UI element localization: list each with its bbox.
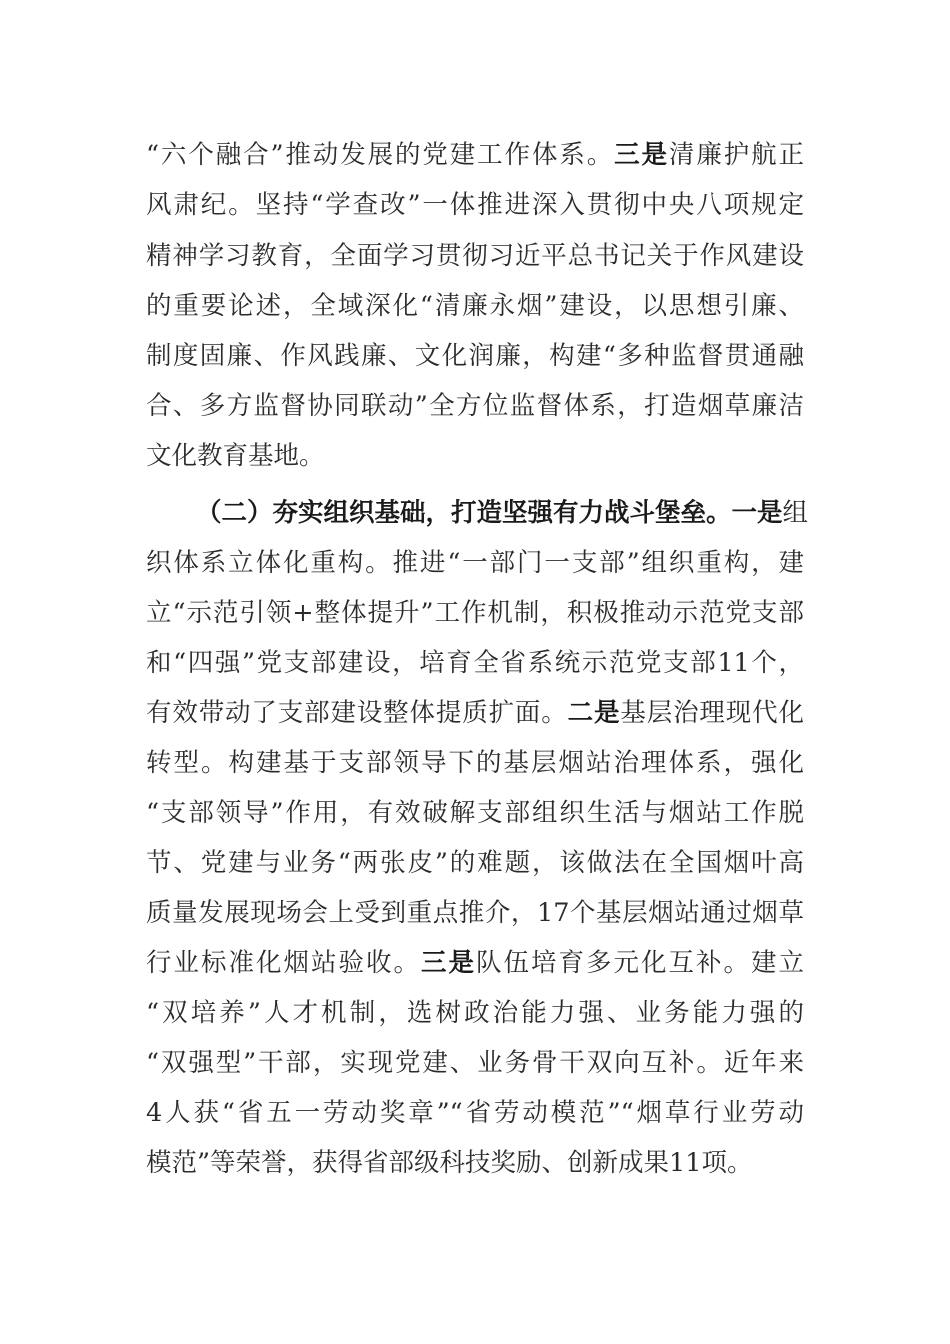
text-run: 行业标准化烟站验收。 <box>146 948 421 978</box>
text-line: 4人获“省五一劳动奖章”“省劳动模范”“烟草行业劳动 <box>146 1098 804 1128</box>
text-line: 和“四强”党支部建设，培育全省系统示范党支部11个， <box>146 648 804 678</box>
text-line: 风肃纪。坚持“学查改”一体推进深入贯彻中央八项规定 <box>146 190 804 220</box>
text-line <box>146 693 804 733</box>
text-line: “双培养”人才机制，选树政治能力强、业务能力强的 <box>146 998 804 1028</box>
text-line <box>146 943 804 983</box>
text-line: 立“示范引领+整体提升”工作机制，积极推动示范党支部 <box>146 598 804 628</box>
text-line: 转型。构建基于支部领导下的基层烟站治理体系，强化 <box>146 748 804 778</box>
text-line: 模范”等荣誉，获得省部级科技奖励、创新成果11项。 <box>146 1148 753 1178</box>
text-run: 组 <box>782 498 809 528</box>
text-line: 质量发展现场会上受到重点推介，17个基层烟站通过烟草 <box>146 898 804 928</box>
text-line: “支部领导”作用，有效破解支部组织生活与烟站工作脱 <box>146 798 804 828</box>
text-run: 清廉护航正 <box>668 140 804 170</box>
text-run: 队伍培育多元化互补。建立 <box>475 948 804 978</box>
emphasis-run: 三是 <box>614 140 669 170</box>
text-run: 基层治理现代化 <box>620 698 804 728</box>
text-run: “六个融合”推动发展的党建工作体系。 <box>146 140 615 170</box>
text-line: 的重要论述，全域深化“清廉永烟”建设，以思想引廉、 <box>146 291 804 321</box>
text-line: 节、党建与业务“两张皮”的难题，该做法在全国烟叶高 <box>146 848 804 878</box>
text-line: 精神学习教育，全面学习贯彻习近平总书记关于作风建设 <box>146 241 804 271</box>
text-line: “双强型”干部，实现党建、业务骨干双向互补。近年来 <box>146 1048 804 1078</box>
section-heading-line <box>196 493 809 533</box>
text-line <box>146 135 804 175</box>
emphasis-run: 一是 <box>731 498 783 528</box>
text-line: 织体系立体化重构。推进“一部门一支部”组织重构，建 <box>146 548 804 578</box>
text-line: 文化教育基地。 <box>146 441 325 471</box>
text-run: 有效带动了支部建设整体提质扩面。 <box>146 698 568 728</box>
text-line: 合、多方监督协同联动”全方位监督体系，打造烟草廉洁 <box>146 391 804 421</box>
section-heading: （二）夯实组织基础，打造坚强有力战斗堡垒。 <box>196 498 732 528</box>
emphasis-run: 三是 <box>420 948 476 978</box>
text-line: 制度固廉、作风践廉、文化润廉，构建“多种监督贯通融 <box>146 341 804 371</box>
emphasis-run: 二是 <box>567 698 621 728</box>
